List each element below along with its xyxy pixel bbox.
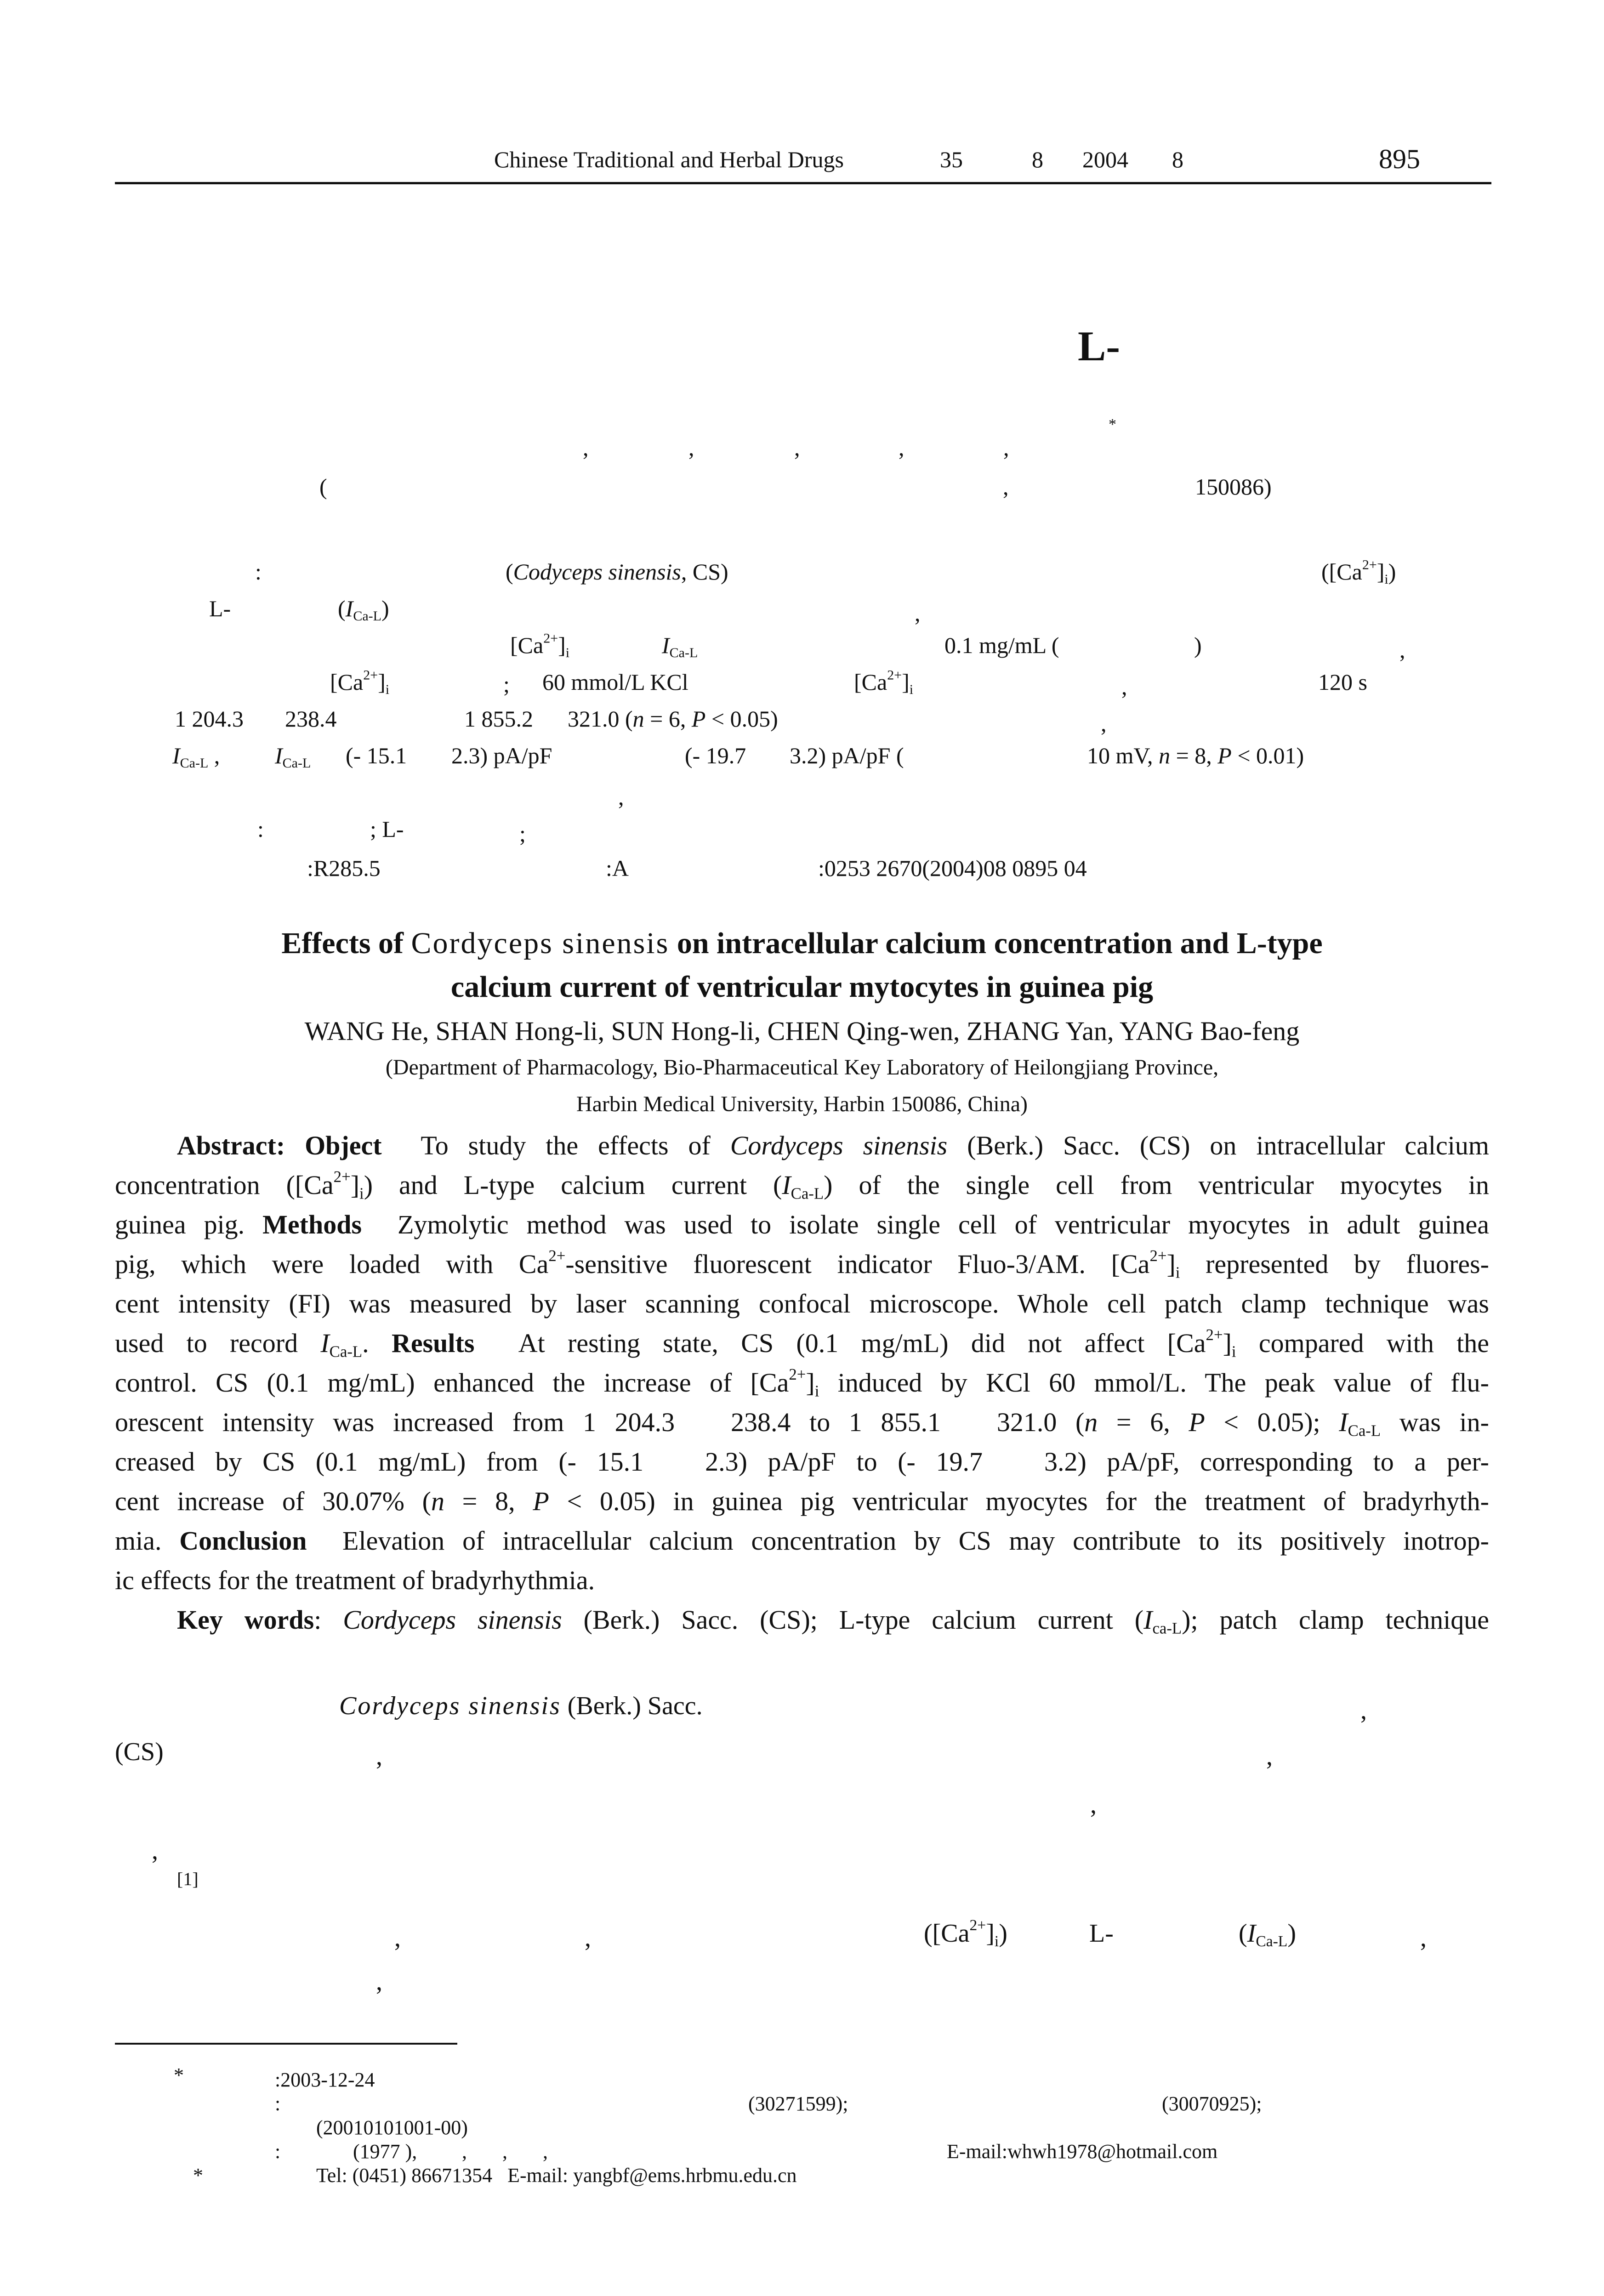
body-ltype: L-: [1089, 1919, 1114, 1948]
body-comma: ,: [394, 1924, 401, 1952]
en-title-latin: Cordyceps sinensis: [411, 926, 670, 960]
cn-abstract-comma: ,: [1101, 710, 1107, 736]
cn-abstract-value: 238.4: [285, 706, 337, 732]
en-abstract-line: used to record $I_{Ca-L}$. Results At resting state, CS (0.1 mg/mL) did not affect $[Ca^{2+}]_i$ compared with the: [115, 1325, 1489, 1361]
footnote-star: *: [174, 2064, 184, 2086]
cn-abstract-semi: ;: [503, 671, 510, 697]
journal-issue: 8: [1032, 147, 1043, 172]
en-abstract-line: orescent intensity was increased from 1 204.3 238.4 to 1 855.1 321.0 (n = 6, P < 0.05); $I_{Ca-L}$ was in-: [115, 1407, 1489, 1440]
cn-author-sep: ,: [1003, 435, 1009, 460]
body-comma: ,: [376, 1967, 382, 1996]
body-comma: ,: [1360, 1696, 1367, 1725]
cn-keywords-ltype: ; L-: [370, 816, 404, 842]
cn-abstract-value: 2.3) pA/pF: [451, 743, 552, 768]
page-number: 895: [1379, 144, 1420, 174]
cn-abstract-ical: $I_{Ca-L}$: [662, 632, 698, 660]
author-birth-year: (1977 ),: [353, 2140, 417, 2163]
cn-abstract-kcl: 60 mmol/L KCl: [542, 669, 688, 695]
en-abstract-line: cent increase of 30.07% (n = 8, P < 0.05) in guinea pig ventricular myocytes for the treatment of bradyrhyth-: [115, 1486, 1489, 1516]
bio-colon: :: [275, 2140, 281, 2163]
en-keywords: Key words: Cordyceps sinensis (Berk.) Sacc. (CS); L-type calcium current $(I_{ca-L})$; patch clamp technique: [177, 1605, 1489, 1637]
en-abstract-line: guinea pig. Methods Zymolytic method was used to isolate single cell of ventricular myocytes in adult guinea: [115, 1210, 1489, 1239]
cn-author-sep: ,: [688, 435, 694, 460]
cn-affiliation-zip: 150086): [1195, 474, 1272, 500]
body-comma: ,: [376, 1742, 382, 1771]
cn-abstract-ical: $I_{Ca-L}$ ,: [172, 743, 220, 771]
body-ical: $(I_{Ca-L})$: [1239, 1919, 1296, 1950]
cn-abstract-value: (- 15.1: [346, 743, 407, 768]
cn-abstract-close: ): [1194, 632, 1202, 658]
en-title-part: on intracellular calcium concentration and L-type: [677, 926, 1323, 960]
cn-abstract-value: 3.2) pA/pF (: [790, 743, 904, 768]
cn-affiliation-comma: ,: [1003, 474, 1009, 500]
corresponding-contact: Tel: (0451) 86671354 E-mail: yangbf@ems.hrbmu.edu.cn: [316, 2164, 797, 2187]
en-abstract-line: concentration $([Ca^{2+}]_i)$ and L-type calcium current $(I_{Ca-L})$ of the single cell from ventricular myocytes in: [115, 1167, 1489, 1203]
cn-abstract-comma: ,: [1121, 674, 1127, 699]
header-rule: [115, 182, 1491, 184]
cn-affiliation-open: (: [319, 474, 327, 500]
cn-abstract-value: 1 855.2: [464, 706, 533, 732]
cn-keywords-colon: :: [257, 816, 264, 842]
en-abstract-line: ic effects for the treatment of bradyrhythmia.: [115, 1565, 595, 1595]
en-abstract-line: pig, which were loaded with $Ca^{2+}$-sensitive fluorescent indicator Fluo-3/AM. $[Ca^{2+}]_i$ represented by fluores-: [115, 1246, 1489, 1282]
body-comma: ,: [585, 1924, 591, 1952]
cn-article-id: :0253 2670(2004)08 0895 04: [818, 855, 1087, 881]
fund-colon: :: [275, 2092, 281, 2115]
journal-volume: 35: [940, 147, 963, 172]
en-abstract-line: mia. Conclusion Elevation of intracellular calcium concentration by CS may contribute to its positively inotrop-: [115, 1526, 1489, 1556]
cn-abstract-comma: ,: [618, 784, 624, 810]
body-reference: [1]: [177, 1869, 199, 1889]
body-latin: Cordyceps sinensis (Berk.) Sacc.: [339, 1692, 703, 1720]
journal-month: 8: [1172, 147, 1183, 172]
en-affiliation-line-1: (Department of Pharmacology, Bio-Pharmaceutical Key Laboratory of Heilongjiang Province,: [385, 1055, 1219, 1080]
cn-abstract-comma: ,: [1399, 637, 1405, 663]
cn-abstract-comma: ,: [915, 600, 921, 626]
bio-separators: , , ,: [462, 2140, 548, 2163]
received-date: :2003-12-24: [275, 2069, 375, 2091]
cn-author-sep: ,: [583, 435, 589, 460]
en-abstract-line: cent intensity (FI) was measured by laser scanning confocal microscope. Whole cell patch clamp technique was: [115, 1289, 1489, 1318]
en-title-part: Effects of: [281, 926, 404, 960]
en-title-line-1: [0, 926, 1604, 961]
cn-abstract-ca: $[Ca^{2+}]_i$: [510, 631, 570, 660]
body-comma: ,: [1420, 1924, 1427, 1952]
cn-author-star: *: [1109, 416, 1116, 433]
cn-abstract-colon: :: [255, 559, 262, 585]
en-abstract-line: control. CS (0.1 mg/mL) enhanced the increase of $[Ca^{2+}]_i$ induced by KCl 60 mmol/L. The peak value of flu-: [115, 1365, 1489, 1400]
cn-abstract-latin: (Codyceps sinensis, CS): [506, 559, 728, 585]
body-cs: (CS): [115, 1738, 164, 1766]
body-ca: $([Ca^{2+}]_i)$: [924, 1916, 1007, 1950]
cn-abstract-ca: $([Ca^{2+}]_i)$: [1321, 557, 1396, 587]
en-title-line-2: calcium current of ventricular mytocytes in guinea pig: [450, 970, 1154, 1004]
footnote-star: *: [193, 2164, 203, 2187]
cn-author-sep: ,: [794, 435, 800, 460]
footnote-rule: [115, 2043, 457, 2045]
body-comma: ,: [1266, 1742, 1273, 1771]
cn-abstract-value: (- 19.7: [685, 743, 746, 768]
cn-abstract-ca: $[Ca^{2+}]_i$: [330, 667, 390, 697]
cn-document-code: :A: [606, 855, 629, 881]
cn-abstract-time: 120 s: [1318, 669, 1367, 695]
en-abstract-line: creased by CS (0.1 mg/mL) from (- 15.1 2.3) pA/pF to (- 19.7 3.2) pA/pF, corresponding to a per-: [115, 1447, 1489, 1477]
journal-year: 2004: [1082, 147, 1128, 172]
author-email: E-mail:whwh1978@hotmail.com: [947, 2140, 1218, 2163]
cn-class-number: :R285.5: [307, 855, 381, 881]
cn-abstract-dose: 0.1 mg/mL (: [944, 632, 1059, 658]
cn-abstract-ca: $[Ca^{2+}]_i$: [854, 667, 914, 697]
cn-abstract-stats: 10 mV, n = 8, P < 0.01): [1087, 743, 1304, 768]
body-comma: ,: [152, 1836, 158, 1865]
fund-number: (30271599);: [748, 2092, 848, 2115]
cn-abstract-stats: 321.0 (n = 6, P < 0.05): [568, 706, 778, 732]
cn-abstract-value: 1 204.3: [175, 706, 244, 732]
cn-abstract-ltype: L-: [209, 596, 231, 621]
en-authors: WANG He, SHAN Hong-li, SUN Hong-li, CHEN Qing-wen, ZHANG Yan, YANG Bao-feng: [304, 1016, 1300, 1046]
en-abstract-line: Abstract: Object To study the effects of Cordyceps sinensis (Berk.) Sacc. (CS) on intracellular calcium: [177, 1131, 1489, 1160]
fund-number: (20010101001-00): [316, 2116, 468, 2139]
en-affiliation-line-2: Harbin Medical University, Harbin 150086, China): [576, 1092, 1028, 1116]
cn-keywords-semi: ;: [519, 821, 526, 847]
journal-name: Chinese Traditional and Herbal Drugs: [494, 147, 844, 172]
fund-number: (30070925);: [1162, 2092, 1262, 2115]
cn-abstract-ical: $(I_{Ca-L})$: [338, 596, 389, 624]
body-comma: ,: [1090, 1790, 1097, 1819]
cn-author-sep: ,: [899, 435, 904, 460]
cn-title: L-: [1078, 323, 1120, 369]
cn-abstract-ical: $I_{Ca-L}$: [275, 743, 311, 771]
